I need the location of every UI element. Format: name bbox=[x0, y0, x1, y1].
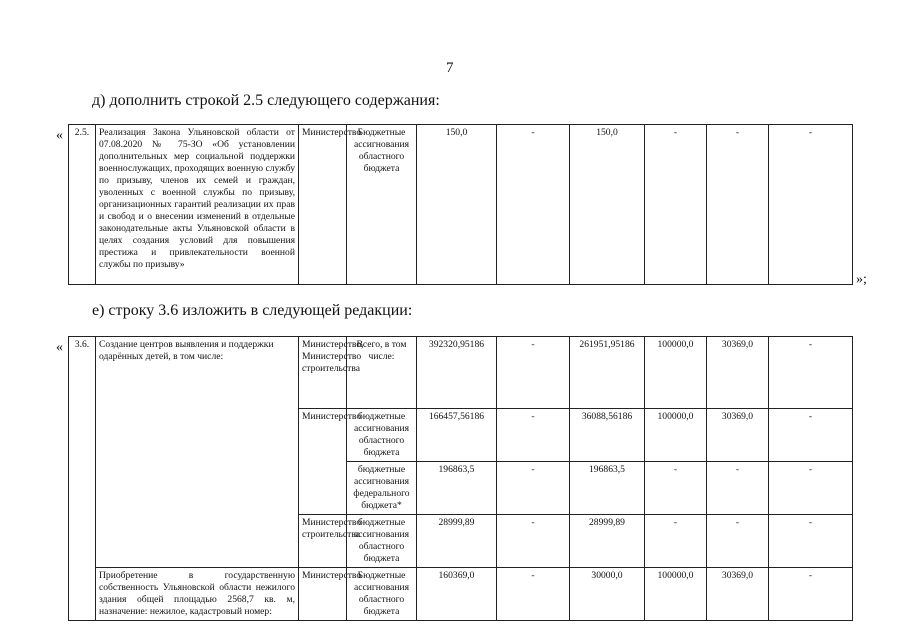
year-4-value: 30369,0 bbox=[707, 337, 769, 409]
year-5-value: - bbox=[769, 515, 853, 568]
quote-open-e: « bbox=[56, 340, 63, 355]
year-2-value: 150,0 bbox=[570, 125, 645, 285]
year-2-value: 36088,56186 bbox=[570, 409, 645, 462]
year-5-value: - bbox=[769, 568, 853, 621]
year-4-value: - bbox=[707, 125, 769, 285]
year-3-value: 100000,0 bbox=[645, 409, 707, 462]
total-value: 166457,56186 bbox=[417, 409, 497, 462]
funding-source: Бюджетные ассигнования областного бюджета bbox=[347, 568, 417, 621]
row-number: 3.6. bbox=[69, 337, 96, 621]
executor: Министерство, Министерство строительства bbox=[299, 337, 347, 409]
year-3-value: 100000,0 bbox=[645, 337, 707, 409]
row-number: 2.5. bbox=[69, 125, 96, 285]
total-value: 150,0 bbox=[417, 125, 497, 285]
funding-source: бюджетные ассигнования областного бюджета bbox=[347, 515, 417, 568]
year-5-value: - bbox=[769, 462, 853, 515]
funding-source: Всего, в том числе: bbox=[347, 337, 417, 409]
total-value: 196863,5 bbox=[417, 462, 497, 515]
executor: Министерство строительства bbox=[299, 515, 347, 568]
row-name: Создание центров выявления и поддержки одарённых детей, в том числе: bbox=[96, 337, 299, 568]
table-row-2-5 bbox=[68, 124, 853, 285]
executor: Министерство bbox=[299, 409, 347, 515]
heading-e: е) строку 3.6 изложить в следующей редакции: bbox=[92, 302, 413, 319]
quote-open-d: « bbox=[56, 128, 63, 143]
year-3-value: - bbox=[645, 125, 707, 285]
year-3-value: 100000,0 bbox=[645, 568, 707, 621]
total-value: 160369,0 bbox=[417, 568, 497, 621]
year-1-value: - bbox=[497, 515, 570, 568]
year-3-value: - bbox=[645, 515, 707, 568]
year-1-value: - bbox=[497, 125, 570, 285]
year-4-value: - bbox=[707, 462, 769, 515]
year-2-value: 261951,95186 bbox=[570, 337, 645, 409]
year-2-value: 30000,0 bbox=[570, 568, 645, 621]
year-1-value: - bbox=[497, 462, 570, 515]
table-row-3-6 bbox=[68, 336, 853, 621]
funding-source: бюджетные ассигнования федерального бюджета* bbox=[347, 462, 417, 515]
total-value: 392320,95186 bbox=[417, 337, 497, 409]
year-4-value: 30369,0 bbox=[707, 568, 769, 621]
year-1-value: - bbox=[497, 409, 570, 462]
sub-row-name: Приобретение в государственную собственность Ульяновской области нежилого здания общей площадью 2568,7 кв. м, назначение: нежилое, кадастровый номер: bbox=[96, 568, 299, 621]
year-2-value: 28999,89 bbox=[570, 515, 645, 568]
year-5-value: - bbox=[769, 337, 853, 409]
executor: Министерство bbox=[299, 568, 347, 621]
year-5-value: - bbox=[769, 409, 853, 462]
total-value: 28999,89 bbox=[417, 515, 497, 568]
executor: Министерство bbox=[299, 125, 347, 285]
year-1-value: - bbox=[497, 568, 570, 621]
year-5-value: - bbox=[769, 125, 853, 285]
year-1-value: - bbox=[497, 337, 570, 409]
row-name: Реализация Закона Ульяновской области от 07.08.2020 № 75-ЗО «Об установлении дополнительных мер социальной поддержки военнослужащих, проходящих военную службу по призыву, членов их семей и граждан, уволенных с военной службы по призыву, организационных гарантий реализации их прав и свобод и о внесении изменений в отдельные законодательные акты Ульяновской области в целях создания условий для повышения престижа и привлекательности военной службы по призыву» bbox=[96, 125, 299, 285]
page-number: 7 bbox=[446, 60, 454, 76]
year-4-value: - bbox=[707, 515, 769, 568]
year-2-value: 196863,5 bbox=[570, 462, 645, 515]
year-4-value: 30369,0 bbox=[707, 409, 769, 462]
funding-source: бюджетные ассигнования областного бюджета bbox=[347, 409, 417, 462]
quote-close-d: »; bbox=[856, 272, 867, 287]
heading-d: д) дополнить строкой 2.5 следующего содержания: bbox=[92, 92, 440, 109]
funding-source: Бюджетные ассигнования областного бюджета bbox=[347, 125, 417, 285]
year-3-value: - bbox=[645, 462, 707, 515]
